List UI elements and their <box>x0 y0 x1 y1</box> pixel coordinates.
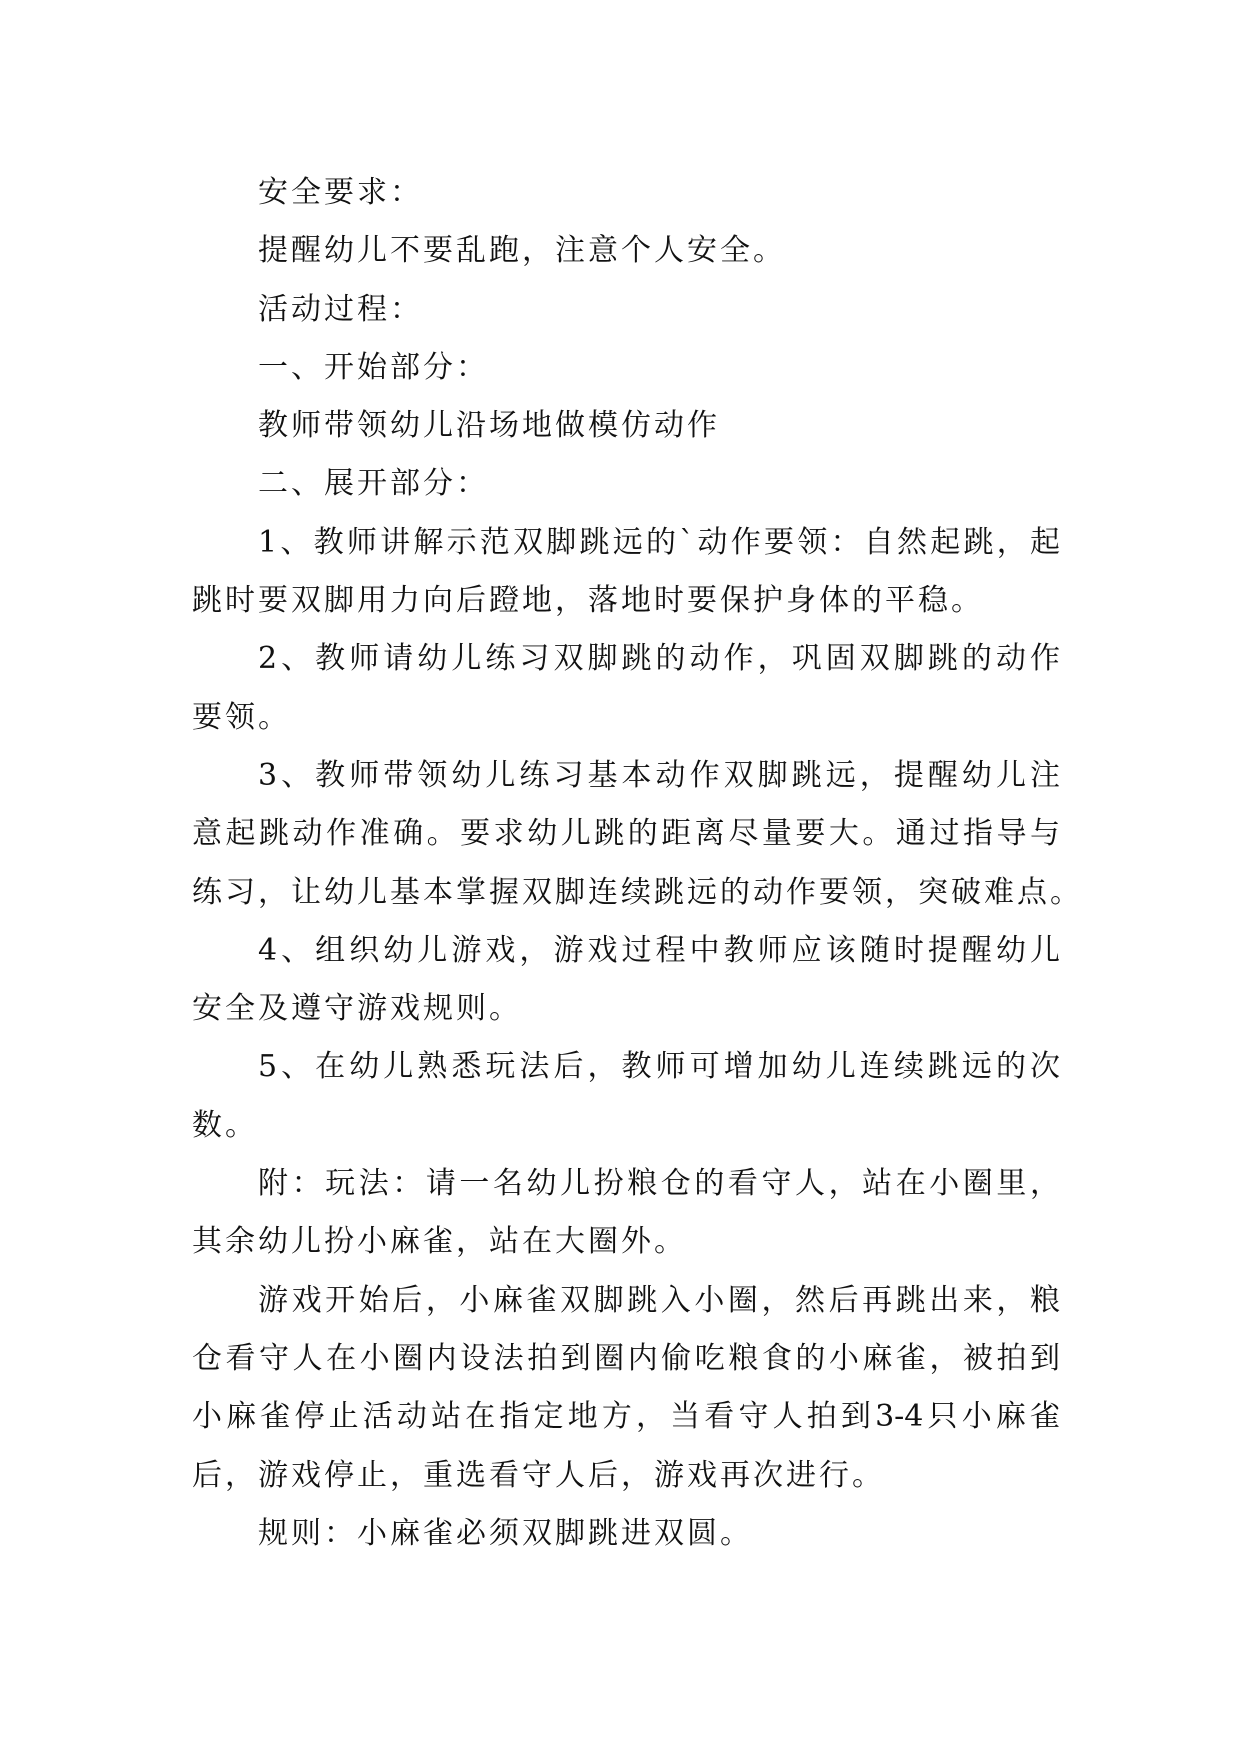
paragraph <box>192 630 1060 747</box>
text-line: 数。 <box>192 1107 258 1143</box>
paragraph <box>192 397 1060 455</box>
text-line: 附：玩法：请一名幼儿扮粮仓的看守人，站在小圈里， <box>258 1166 1060 1202</box>
document-page <box>192 164 1083 1563</box>
text-line: 3、教师带领幼儿练习基本动作双脚跳远，提醒幼儿注 <box>258 757 1060 793</box>
text-line: 要领。 <box>192 699 291 735</box>
text-line: 仓看守人在小圈内设法拍到圈内偷吃粮食的小麻雀，被拍到 <box>192 1340 1060 1376</box>
text-line: 4、组织幼儿游戏，游戏过程中教师应该随时提醒幼儿 <box>258 932 1060 968</box>
text-line: 安全要求： <box>258 175 423 210</box>
text-line: 一、开始部分： <box>258 349 489 385</box>
paragraph <box>192 339 1060 397</box>
text-line: 提醒幼儿不要乱跑，注意个人安全。 <box>258 233 786 269</box>
text-line: 小麻雀停止活动站在指定地方，当看守人拍到3-4只小麻雀 <box>192 1399 1060 1435</box>
text-line: 二、展开部分： <box>258 466 489 502</box>
paragraph <box>192 1155 1060 1272</box>
text-line: 练习，让幼儿基本掌握双脚连续跳远的动作要领，突破难点。 <box>192 874 1083 910</box>
paragraph <box>192 747 1083 922</box>
text-line: 1、教师讲解示范双脚跳远的`动作要领：自然起跳，起 <box>258 524 1060 560</box>
text-line: 其余幼儿扮小麻雀，站在大圈外。 <box>192 1224 687 1260</box>
paragraph <box>192 455 1060 513</box>
text-line: 后，游戏停止，重选看守人后，游戏再次进行。 <box>192 1457 885 1493</box>
paragraph <box>192 164 1060 222</box>
paragraph <box>192 222 1060 280</box>
text-line: 跳时要双脚用力向后蹬地，落地时要保护身体的平稳。 <box>192 583 984 619</box>
text-line: 安全及遵守游戏规则。 <box>192 991 522 1027</box>
paragraph <box>192 1038 1060 1155</box>
paragraph <box>192 1272 1060 1505</box>
text-line: 规则：小麻雀必须双脚跳进双圆。 <box>258 1515 753 1551</box>
paragraph <box>192 1505 1060 1563</box>
paragraph <box>192 281 1060 339</box>
text-line: 2、教师请幼儿练习双脚跳的动作，巩固双脚跳的动作 <box>258 641 1060 677</box>
text-line: 活动过程： <box>258 291 423 327</box>
paragraph <box>192 922 1060 1039</box>
paragraph <box>192 514 1060 631</box>
text-line: 游戏开始后，小麻雀双脚跳入小圈，然后再跳出来，粮 <box>258 1282 1060 1318</box>
text-line: 意起跳动作准确。要求幼儿跳的距离尽量要大。通过指导与 <box>192 816 1060 852</box>
text-line: 教师带领幼儿沿场地做模仿动作 <box>258 408 720 444</box>
text-line: 5、在幼儿熟悉玩法后，教师可增加幼儿连续跳远的次 <box>258 1049 1060 1085</box>
